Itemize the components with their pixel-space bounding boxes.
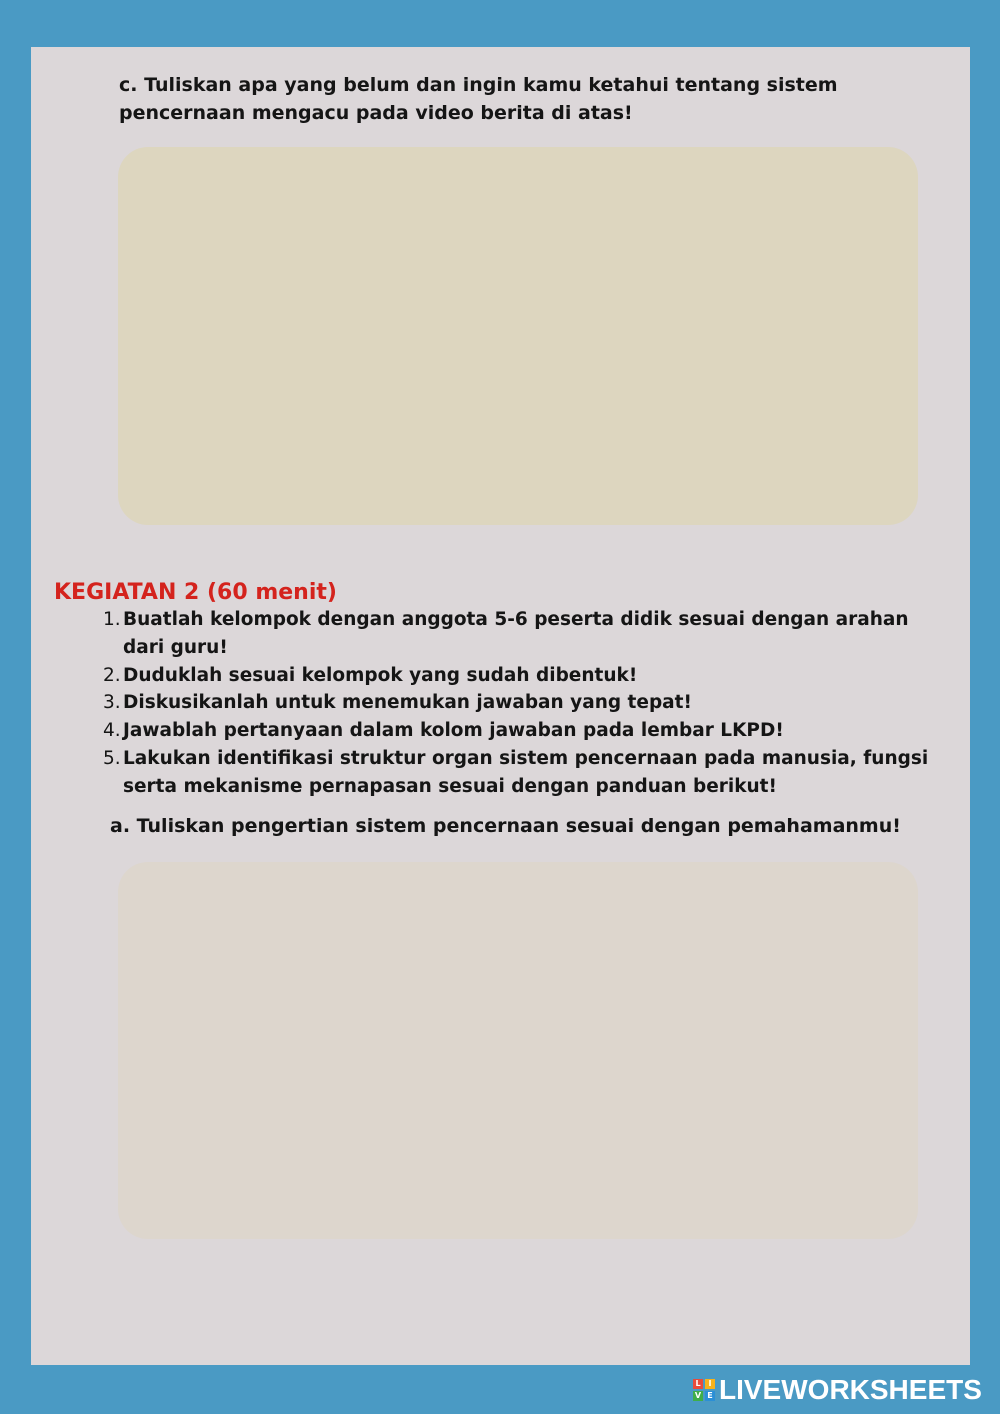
brand-name: LIVEWORKSHEETS	[719, 1374, 982, 1405]
list-item-number: 3.	[103, 692, 121, 714]
list-item-number: 2.	[103, 664, 121, 686]
list-item-text: Jawablah pertanyaan dalam kolom jawaban pada lembar LKPD!	[123, 720, 784, 742]
list-item	[103, 662, 943, 690]
list-item-number: 4.	[103, 720, 121, 742]
worksheet-page	[31, 47, 970, 1365]
logo-letter: E	[705, 1391, 715, 1401]
logo-letter: L	[693, 1379, 703, 1389]
list-item-number: 5.	[103, 747, 121, 769]
list-item-number: 1.	[103, 609, 121, 630]
list-item-text: Duduklah sesuai kelompok yang sudah dibentuk!	[123, 664, 638, 686]
answer-box-c[interactable]	[118, 147, 918, 525]
list-item-text: Buatlah kelompok dengan anggota 5-6 peserta didik sesuai dengan arahan dari guru!	[123, 609, 909, 658]
kegiatan-2-heading: KEGIATAN 2 (60 menit)	[54, 580, 337, 605]
list-item	[103, 689, 943, 717]
list-item	[103, 606, 943, 662]
question-a: a. Tuliskan pengertian sistem pencernaan sesuai dengan pemahamanmu!	[110, 815, 901, 837]
list-item	[103, 745, 943, 801]
live-blocks-icon	[693, 1379, 715, 1401]
question-c: c. Tuliskan apa yang belum dan ingin kamu ketahui tentang sistem pencernaan mengacu pada video berita di atas!	[119, 74, 838, 124]
instruction-list	[103, 606, 943, 801]
logo-letter: I	[705, 1379, 715, 1389]
list-item	[103, 717, 943, 745]
list-item-text: Lakukan identifikasi struktur organ sistem pencernaan pada manusia, fungsi serta mekanisme pernapasan sesuai dengan panduan berikut!	[123, 747, 929, 797]
list-item-text: Diskusikanlah untuk menemukan jawaban yang tepat!	[123, 692, 692, 714]
answer-box-a[interactable]	[118, 862, 918, 1239]
liveworksheets-logo	[693, 1372, 982, 1408]
logo-letter: V	[694, 1391, 702, 1400]
